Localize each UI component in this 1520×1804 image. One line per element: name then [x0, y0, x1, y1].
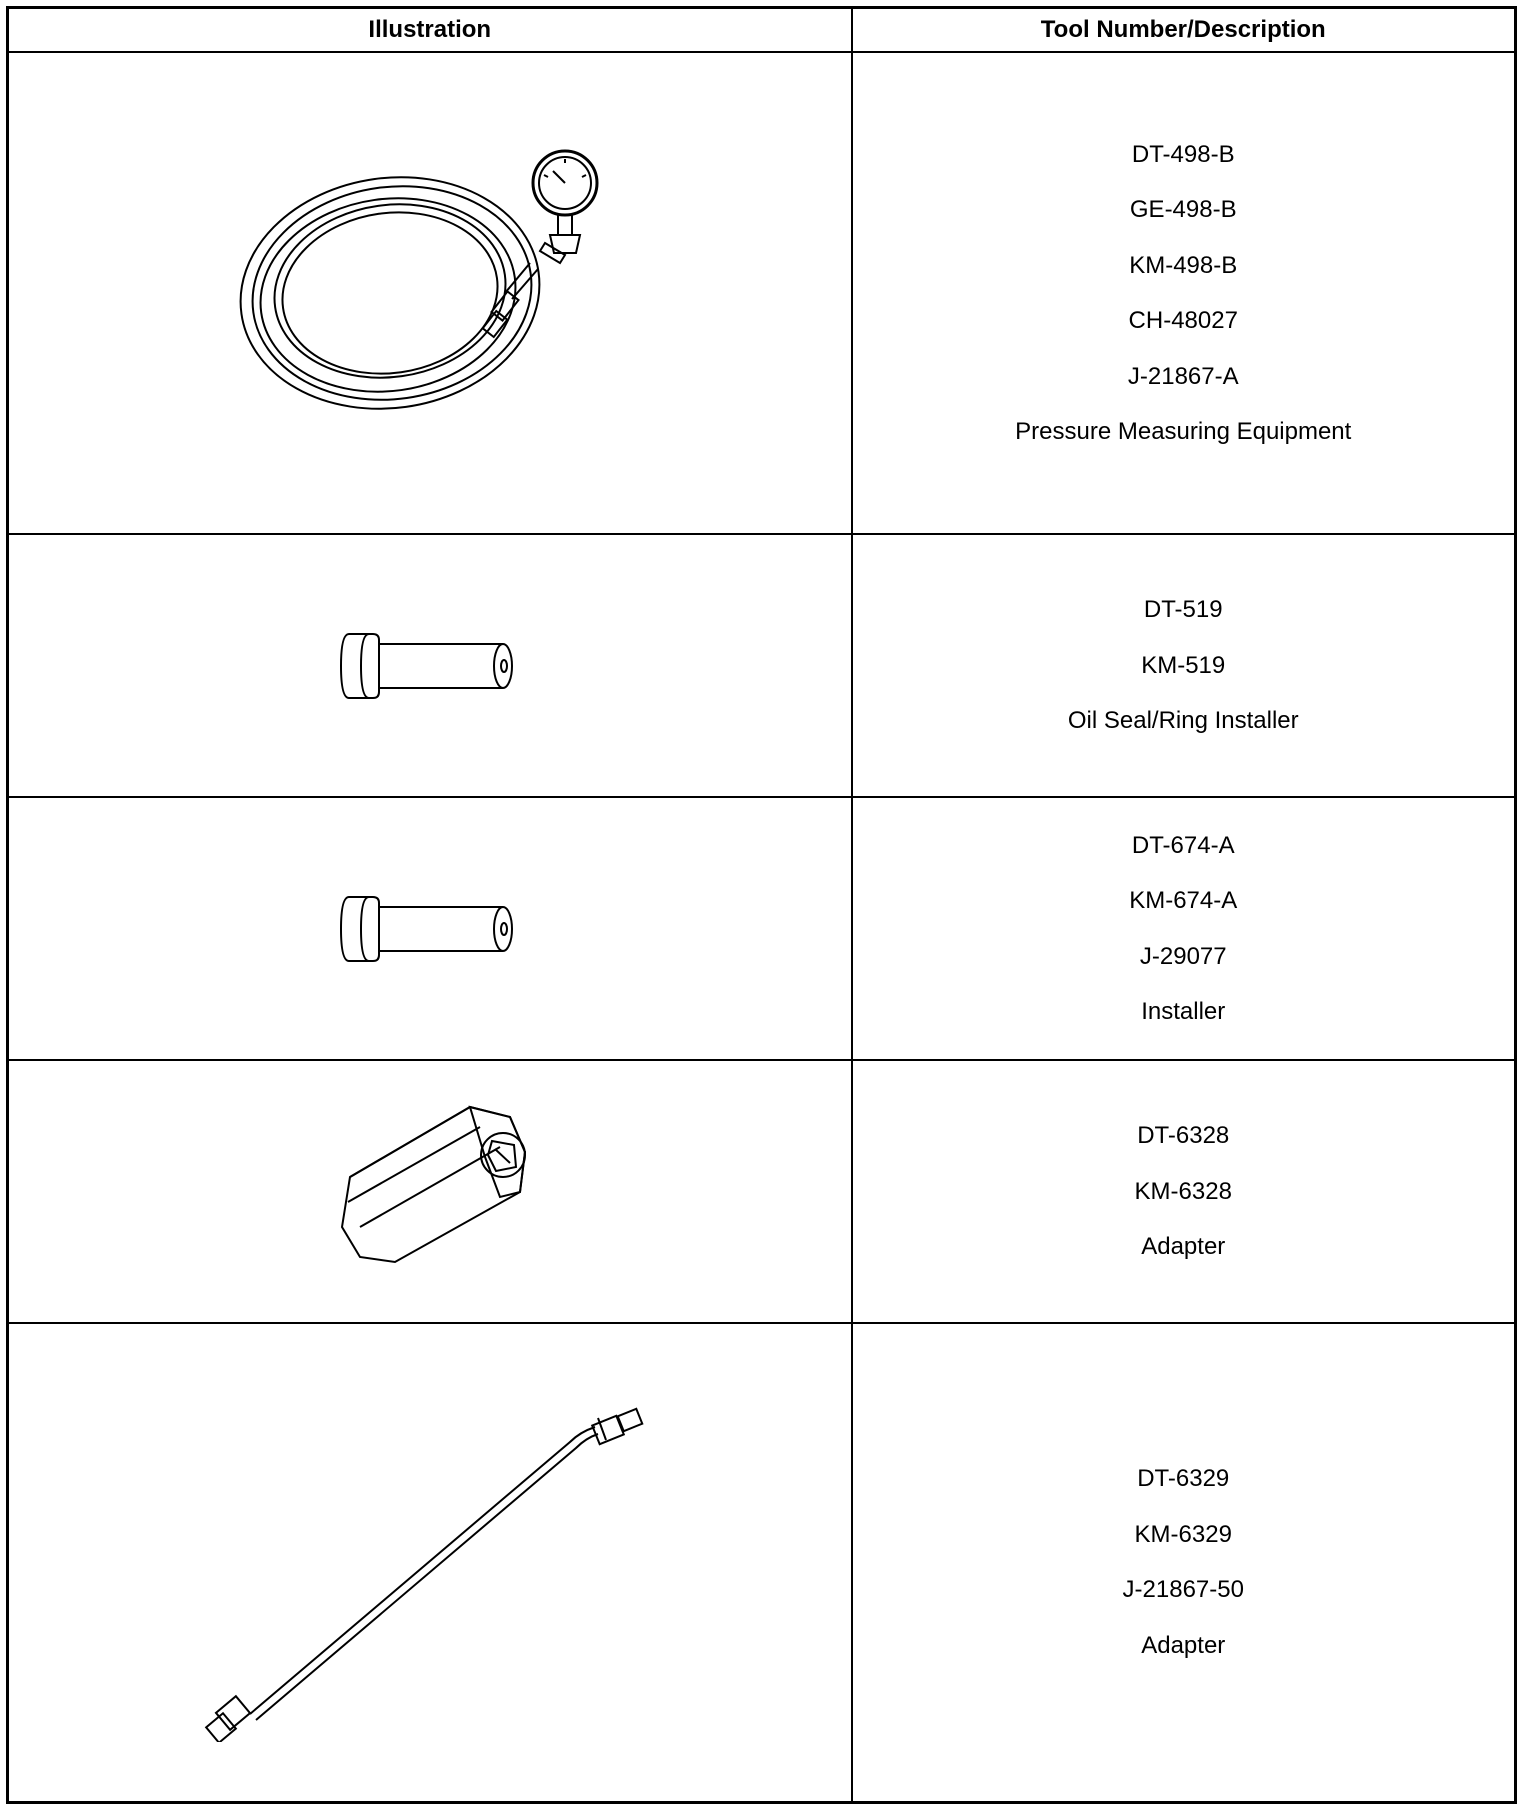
hex-adapter-icon: [320, 1097, 540, 1287]
description-cell: [852, 52, 1516, 534]
tool-number: KM-519: [1141, 651, 1226, 679]
tool-number: J-21867-A: [1127, 362, 1239, 390]
tool-number: DT-498-B: [1131, 140, 1235, 168]
illustration-cell: [8, 1060, 852, 1323]
table-row: [8, 1323, 1516, 1802]
tool-number: CH-48027: [1128, 307, 1238, 334]
table-row: [8, 52, 1516, 534]
installer-icon: [335, 889, 525, 969]
tool-description: Installer: [1141, 998, 1226, 1025]
tool-number: KM-6329: [1134, 1520, 1232, 1548]
table-row: [8, 797, 1516, 1060]
pressure-gauge-hose-icon: [220, 143, 640, 443]
table-row: [8, 1060, 1516, 1323]
tool-number: KM-6328: [1134, 1177, 1232, 1205]
header-description: Tool Number/Description: [852, 8, 1516, 53]
tool-number: DT-6329: [1137, 1465, 1230, 1493]
illustration-cell: [8, 797, 852, 1060]
adapter-line-icon: [10, 1382, 850, 1742]
tool-number: GE-498-B: [1129, 196, 1237, 223]
description-cell: [852, 797, 1516, 1060]
tool-description: Adapter: [1141, 1631, 1226, 1659]
tool-number: DT-6328: [1137, 1122, 1230, 1150]
tool-number: DT-674-A: [1131, 831, 1235, 859]
header-row: [8, 8, 1516, 53]
tool-description: Adapter: [1141, 1233, 1226, 1261]
illustration-cell: [8, 1323, 852, 1802]
description-cell: [852, 1323, 1516, 1802]
table-row: [8, 534, 1516, 797]
tool-description: Oil Seal/Ring Installer: [1067, 707, 1299, 735]
illustration-cell: [8, 534, 852, 797]
description-cell: [852, 1060, 1516, 1323]
tool-number: J-21867-50: [1122, 1576, 1244, 1604]
seal-installer-icon: [335, 626, 525, 706]
tool-number: KM-498-B: [1129, 251, 1238, 279]
description-cell: [852, 534, 1516, 797]
tool-number: J-29077: [1139, 942, 1227, 970]
special-tools-table: [6, 6, 1517, 1804]
illustration-cell: [8, 52, 852, 534]
tool-number: KM-674-A: [1129, 887, 1238, 914]
tool-description: Pressure Measuring Equipment: [1015, 418, 1352, 445]
header-illustration: Illustration: [8, 8, 852, 53]
tool-number: DT-519: [1143, 596, 1223, 624]
